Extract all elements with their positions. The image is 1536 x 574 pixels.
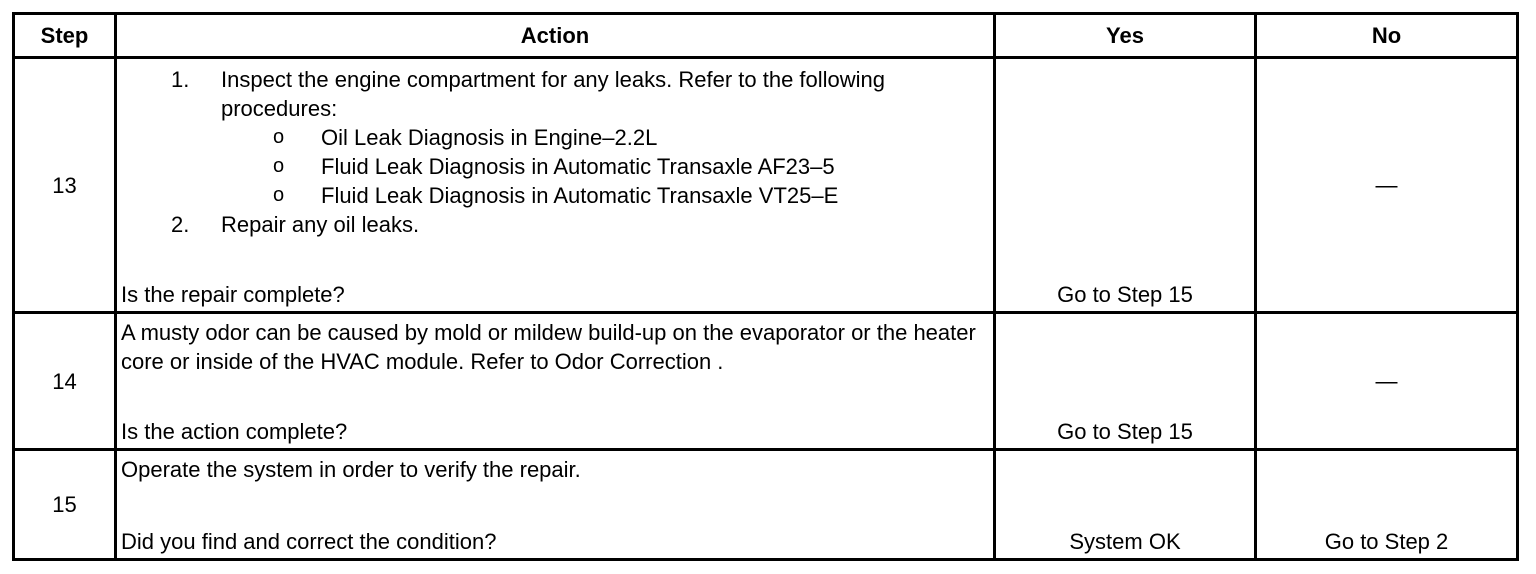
step-number: 13 (14, 58, 116, 313)
table-row (14, 450, 1518, 560)
question-text: Did you find and correct the condition? (121, 529, 497, 554)
sub-list (221, 123, 993, 210)
action-cell (116, 313, 995, 450)
no-result: — (1375, 368, 1398, 394)
action-list (117, 65, 993, 239)
sub-list-item (221, 123, 993, 152)
header-yes: Yes (995, 14, 1256, 58)
header-action: Action (116, 14, 995, 58)
step-number: 14 (14, 313, 116, 450)
no-result[interactable]: Go to Step 2 (1324, 529, 1449, 554)
header-step: Step (14, 14, 116, 58)
list-item-text: Repair any oil leaks. (221, 212, 420, 237)
yes-cell (995, 313, 1256, 450)
sub-list-item (221, 152, 993, 181)
list-number: 1. (171, 67, 190, 92)
header-no: No (1256, 14, 1518, 58)
procedure-link[interactable]: Fluid Leak Diagnosis in Automatic Transaxle AF23–5 (321, 154, 835, 179)
no-cell (1256, 450, 1518, 560)
diagnostic-table (12, 12, 1519, 561)
header-row (14, 14, 1518, 58)
yes-cell (995, 58, 1256, 313)
procedure-link[interactable]: Oil Leak Diagnosis in Engine–2.2L (321, 125, 658, 150)
question-text: Is the repair complete? (121, 282, 345, 307)
yes-result: System OK (1069, 529, 1181, 554)
action-cell (116, 58, 995, 313)
yes-cell (995, 450, 1256, 560)
no-cell (1256, 313, 1518, 450)
yes-result[interactable]: Go to Step 15 (1057, 282, 1193, 307)
no-result: — (1375, 172, 1398, 198)
sub-list-item (221, 181, 993, 210)
no-cell (1256, 58, 1518, 313)
yes-result[interactable]: Go to Step 15 (1057, 419, 1193, 444)
action-cell (116, 450, 995, 560)
table-row (14, 313, 1518, 450)
list-item (117, 65, 993, 210)
procedure-link[interactable]: Fluid Leak Diagnosis in Automatic Transaxle VT25–E (321, 183, 839, 208)
table-row (14, 58, 1518, 313)
step-number: 15 (14, 450, 116, 560)
circle-bullet-icon: o (273, 184, 285, 206)
question-text: Is the action complete? (121, 419, 348, 444)
circle-bullet-icon: o (273, 155, 285, 177)
list-number: 2. (171, 212, 190, 237)
circle-bullet-icon: o (273, 126, 285, 148)
action-text: A musty odor can be caused by mold or mildew build-up on the evaporator or the heater core or inside of the HVAC module. Refer to Odor Correction . (121, 320, 976, 374)
list-item-text: Inspect the engine compartment for any leaks. Refer to the following procedures: (221, 67, 886, 121)
list-item (117, 210, 993, 239)
action-text: Operate the system in order to verify the repair. (121, 457, 581, 482)
